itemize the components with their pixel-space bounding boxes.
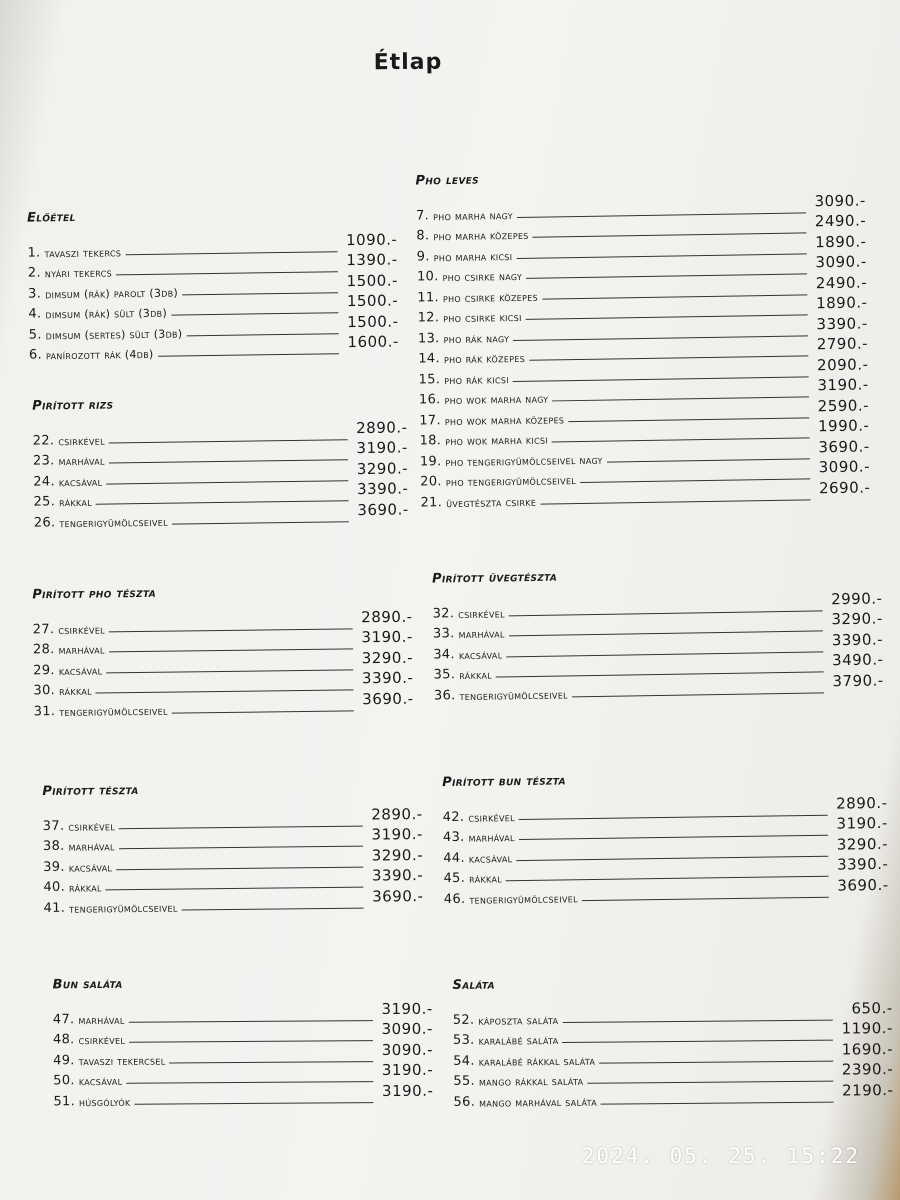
item-number: 50.: [53, 1073, 75, 1089]
leader-line: [526, 314, 808, 319]
leader-line: [552, 396, 808, 401]
leader-line: [580, 478, 810, 483]
item-price: 2490.-: [814, 211, 867, 231]
item-name: rákkal: [58, 684, 92, 699]
item-number: 19.: [419, 453, 442, 470]
leader-line: [96, 500, 349, 505]
item-price: 2890.-: [361, 607, 413, 626]
item-price: 3690.-: [357, 499, 409, 519]
item-name: kacsával: [78, 1074, 123, 1089]
item-price: 1390.-: [346, 250, 398, 270]
item-number: 44.: [443, 850, 465, 866]
item-number: 33.: [432, 626, 455, 642]
item-number: 29.: [33, 662, 55, 678]
item-number: 17.: [419, 412, 441, 429]
section-salata: [452, 974, 893, 1109]
leader-line: [169, 1061, 373, 1063]
section-title: Bun saláta: [52, 976, 123, 993]
leader-line: [119, 825, 363, 829]
photo-timestamp: 2024. 05. 25. 15:22: [581, 1144, 860, 1168]
item-name: pho rák közepes: [443, 351, 526, 367]
item-price: 1500.-: [346, 270, 399, 290]
section-title: Pho leves: [415, 172, 480, 189]
section-piritott-bun-teszta: [442, 769, 889, 907]
item-number: 16.: [418, 392, 441, 408]
item-price: 3790.-: [832, 670, 884, 690]
leader-line: [601, 1101, 834, 1104]
section-piritott-rizs: [32, 393, 409, 530]
item-name: pho wok marha közepes: [444, 412, 565, 428]
item-name: pho csirke közepes: [442, 290, 539, 305]
item-price: 2890.-: [356, 417, 408, 437]
item-price: 3390.-: [371, 866, 424, 885]
leader-line: [533, 232, 807, 237]
leader-line: [526, 273, 807, 278]
item-number: 10.: [416, 269, 439, 285]
item-number: 46.: [443, 891, 466, 907]
item-price: 2690.-: [818, 477, 871, 497]
leader-line: [572, 692, 824, 697]
section-title: Pirított pho tészta: [32, 585, 157, 603]
item-price: 1690.-: [841, 1039, 894, 1059]
item-name: pho csirke nagy: [442, 269, 523, 285]
item-number: 32.: [432, 605, 455, 622]
item-price: 1500.-: [346, 291, 399, 311]
item-name: marhával: [68, 840, 115, 854]
item-number: 8.: [416, 228, 430, 244]
item-name: csirkével: [58, 434, 105, 448]
item-price: 3090.-: [818, 457, 871, 477]
item-name: marhával: [458, 627, 505, 642]
item-number: 34.: [433, 646, 455, 663]
leader-line: [607, 458, 810, 462]
item-number: 45.: [443, 870, 466, 887]
item-price: 2190.-: [841, 1080, 894, 1100]
item-number: 21.: [420, 494, 443, 511]
leader-line: [116, 271, 338, 275]
item-number: 51.: [53, 1093, 76, 1109]
leader-line: [562, 1040, 833, 1043]
item-price: 3290.-: [356, 458, 409, 478]
item-price: 3190.-: [836, 813, 888, 833]
item-number: 11.: [417, 289, 440, 306]
item-name: üvegtészta csirke: [446, 495, 537, 510]
leader-line: [129, 1020, 373, 1023]
leader-line: [182, 907, 364, 910]
item-number: 37.: [42, 818, 65, 834]
section-bun-salata: [53, 975, 434, 1109]
item-number: 25.: [33, 494, 56, 510]
item-number: 36.: [433, 687, 456, 704]
item-price: 3690.-: [818, 436, 870, 456]
leader-line: [186, 333, 338, 336]
item-name: pho rák nagy: [443, 331, 510, 346]
item-name: kacsával: [468, 851, 513, 866]
item-price: 3390.-: [831, 629, 884, 649]
item-price: 2490.-: [815, 272, 868, 292]
item-name: pho marha kicsi: [433, 249, 513, 264]
leader-line: [587, 1081, 833, 1084]
item-price: 2890.-: [371, 804, 423, 824]
item-number: 26.: [33, 514, 56, 531]
leader-line: [119, 846, 363, 850]
item-name: mango rákkal saláta: [478, 1074, 584, 1089]
item-name: pho csirke kicsi: [443, 310, 522, 326]
item-price: 3690.-: [372, 886, 424, 906]
item-number: 43.: [442, 829, 465, 846]
menu-title: Étlap: [373, 49, 443, 76]
item-price: 3190.-: [361, 627, 413, 647]
leader-line: [172, 521, 349, 524]
leader-line: [116, 866, 363, 870]
item-number: 41.: [43, 900, 66, 916]
leader-line: [529, 355, 808, 360]
leader-line: [106, 480, 348, 484]
item-number: 24.: [33, 473, 55, 490]
item-number: 53.: [452, 1032, 475, 1048]
item-name: marhával: [78, 1013, 125, 1027]
leader-line: [552, 437, 810, 442]
leader-line: [582, 896, 829, 900]
item-name: csirkével: [68, 819, 115, 834]
item-price: 1890.-: [815, 293, 868, 313]
item-number: 7.: [415, 207, 430, 224]
item-price: 3390.-: [836, 854, 889, 874]
item-name: rákkal: [68, 881, 102, 895]
section-eloetel: [27, 205, 399, 362]
item-number: 40.: [43, 879, 66, 895]
item-number: 30.: [33, 683, 56, 699]
item-name: nyári tekercs: [44, 266, 113, 281]
item-number: 54.: [453, 1053, 475, 1069]
item-price: 1190.-: [841, 1019, 893, 1038]
leader-line: [109, 439, 348, 443]
section-piritott-pho-teszta: [32, 583, 414, 719]
leader-line: [568, 417, 809, 422]
leader-line: [129, 1040, 373, 1043]
item-number: 35.: [433, 667, 456, 683]
item-number: 28.: [32, 642, 55, 658]
item-name: pho marha nagy: [432, 208, 513, 223]
item-name: karalábé saláta: [478, 1033, 559, 1048]
leader-line: [171, 312, 338, 315]
item-number: 39.: [43, 859, 65, 875]
item-name: csirkével: [78, 1033, 126, 1048]
leader-line: [519, 814, 828, 819]
section-pho-leves: [415, 166, 870, 510]
leader-line: [96, 689, 354, 693]
item-name: rákkal: [59, 495, 93, 510]
menu-item: [52, 999, 433, 1027]
item-name: káposzta saláta: [478, 1013, 559, 1028]
leader-line: [135, 1102, 374, 1105]
item-name: kacsával: [68, 860, 113, 875]
item-price: 3390.-: [361, 668, 414, 688]
section-title: Saláta: [452, 977, 495, 993]
item-price: 3090.-: [815, 252, 867, 272]
item-number: 22.: [32, 432, 55, 449]
item-price: 650.-: [851, 998, 893, 1017]
item-name: dimsum (rák) parolt (3db): [45, 285, 179, 301]
item-price: 3390.-: [816, 313, 868, 333]
item-name: pho rák kicsi: [444, 372, 509, 387]
leader-line: [106, 887, 364, 891]
item-name: pho tengerigyümölcseivel nagy: [445, 453, 603, 469]
section-piritott-teszta: [42, 780, 423, 915]
section-piritott-uvegteszta: [432, 564, 884, 703]
item-name: dimsum (sertes) sült (3db): [45, 326, 183, 342]
section-title: Előétel: [26, 209, 76, 226]
item-name: csirkével: [458, 606, 505, 621]
item-number: 55.: [453, 1073, 475, 1089]
section-title: Pirított tészta: [42, 782, 139, 799]
item-price: 3190.-: [356, 438, 408, 458]
item-number: 18.: [419, 433, 442, 449]
item-number: 38.: [42, 838, 65, 854]
item-number: 2.: [27, 265, 41, 281]
leader-line: [540, 499, 810, 504]
leader-line: [158, 353, 339, 357]
item-number: 4.: [28, 306, 42, 322]
item-price: 2890.-: [836, 793, 888, 813]
section-title: Pirított bun tészta: [442, 773, 566, 791]
item-price: 1990.-: [817, 416, 870, 436]
item-price: 1600.-: [347, 332, 399, 352]
item-price: 3190.-: [381, 999, 433, 1018]
item-name: marhával: [58, 643, 105, 658]
item-price: 3490.-: [831, 650, 884, 670]
item-price: 3090.-: [814, 190, 866, 210]
item-number: 15.: [418, 371, 441, 388]
item-name: marhával: [468, 831, 515, 845]
item-name: csirkével: [58, 622, 105, 637]
leader-line: [172, 710, 354, 713]
item-price: 3390.-: [356, 479, 409, 499]
item-price: 3190.-: [381, 1081, 434, 1100]
leader-line: [109, 648, 353, 652]
leader-line: [542, 294, 807, 299]
item-name: marhával: [58, 454, 105, 469]
item-name: tavaszi tekercs: [44, 245, 122, 260]
section-title: Pirított üvegtészta: [431, 569, 558, 587]
leader-line: [109, 628, 353, 632]
item-number: 52.: [452, 1012, 475, 1028]
leader-line: [109, 459, 348, 463]
item-price: 2390.-: [841, 1060, 894, 1079]
item-number: 23.: [32, 453, 55, 469]
item-name: tengerigyümölcseivel: [459, 687, 568, 703]
item-number: 14.: [418, 351, 440, 367]
item-number: 6.: [28, 347, 43, 363]
item-price: 3290.-: [831, 609, 883, 629]
item-price: 3690.-: [837, 875, 889, 895]
item-name: dimsum (rák) sült (3db): [45, 306, 168, 322]
item-name: tavaszi tekercsel: [78, 1054, 166, 1068]
leader-line: [106, 669, 353, 673]
item-name: pho tengerigyümölcseivel: [445, 474, 577, 490]
item-price: 3690.-: [362, 689, 414, 708]
item-name: kacsával: [58, 475, 103, 489]
item-number: 12.: [417, 310, 440, 326]
item-price: 3190.-: [371, 825, 423, 844]
item-number: 47.: [52, 1011, 75, 1027]
item-number: 3.: [28, 285, 42, 302]
item-price: 3290.-: [836, 834, 889, 854]
item-number: 1.: [27, 244, 41, 261]
item-number: 9.: [416, 248, 430, 265]
leader-line: [516, 855, 828, 860]
item-number: 27.: [32, 621, 55, 637]
item-price: 3090.-: [381, 1040, 434, 1059]
item-number: 20.: [420, 474, 442, 490]
item-name: rákkal: [469, 872, 503, 886]
item-price: 2090.-: [816, 354, 869, 374]
item-name: pho marha közepes: [433, 228, 529, 244]
item-price: 2990.-: [830, 588, 883, 608]
item-name: tengerigyümölcseivel: [59, 704, 168, 719]
item-name: kacsával: [458, 647, 503, 662]
section-title: Pirított rizs: [32, 397, 114, 414]
leader-line: [599, 1060, 833, 1063]
item-name: húsgólyók: [78, 1095, 131, 1109]
item-price: 2790.-: [816, 334, 869, 354]
item-number: 49.: [53, 1052, 75, 1068]
item-price: 3290.-: [361, 648, 414, 667]
item-price: 1090.-: [345, 229, 398, 249]
item-name: tengerigyümölcseivel: [69, 901, 178, 916]
item-name: rákkal: [459, 668, 493, 683]
item-number: 31.: [33, 703, 56, 719]
menu-sheet: [8, 0, 894, 1200]
item-price: 3090.-: [381, 1019, 433, 1039]
item-number: 5.: [28, 326, 42, 343]
item-number: 13.: [417, 330, 440, 347]
item-price: 2590.-: [817, 395, 870, 415]
item-name: tengerigyümölcseivel: [59, 515, 168, 530]
leader-line: [126, 1081, 373, 1084]
item-name: tengerigyümölcseivel: [469, 891, 578, 907]
item-name: karalábé rákkal saláta: [478, 1054, 596, 1069]
item-price: 1890.-: [815, 231, 867, 251]
leader-line: [562, 1019, 832, 1022]
item-name: csirkével: [468, 810, 515, 825]
leader-line: [519, 835, 828, 840]
leader-line: [182, 292, 338, 295]
item-name: pho wok marha kicsi: [445, 433, 549, 449]
item-price: 3190.-: [381, 1060, 434, 1080]
item-name: panírozott rák (4db): [45, 347, 154, 363]
item-name: mango marhával saláta: [479, 1095, 598, 1110]
item-number: 42.: [442, 809, 465, 825]
item-number: 56.: [453, 1094, 476, 1110]
item-number: 48.: [52, 1032, 75, 1048]
item-price: 1500.-: [347, 311, 399, 331]
item-name: pho wok marha nagy: [444, 392, 549, 408]
leader-line: [125, 251, 337, 255]
item-price: 3290.-: [371, 845, 424, 865]
item-price: 3190.-: [817, 375, 869, 395]
item-name: kacsával: [58, 663, 103, 678]
